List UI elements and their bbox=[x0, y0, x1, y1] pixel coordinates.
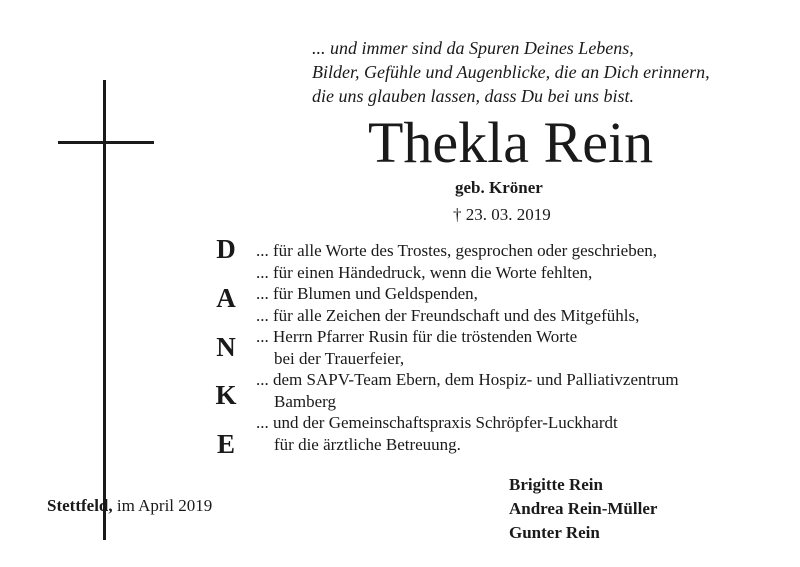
thanks-line: ... für Blumen und Geldspenden, bbox=[256, 284, 478, 303]
quote-block bbox=[312, 36, 710, 108]
place-date bbox=[47, 496, 212, 516]
thanks-line: ... für alle Worte des Trostes, gesprochen oder geschrieben, bbox=[256, 241, 658, 260]
quote-line: Bilder, Gefühle und Augenblicke, die an Dich erinnern, bbox=[312, 62, 710, 82]
place-month: im April 2019 bbox=[112, 496, 213, 515]
signer-name: Andrea Rein-Müller bbox=[509, 499, 658, 518]
signer-name: Brigitte Rein bbox=[509, 475, 603, 494]
cross-horizontal-bar bbox=[58, 141, 154, 144]
quote-line: ... und immer sind da Spuren Deines Lebens, bbox=[312, 38, 634, 58]
thanks-line: ... dem SAPV-Team Ebern, dem Hospiz- und Palliativzentrum bbox=[256, 370, 679, 389]
cross-vertical-bar bbox=[103, 80, 106, 540]
maiden-name: geb. Kröner bbox=[455, 178, 543, 197]
death-date: † 23. 03. 2019 bbox=[453, 205, 551, 224]
thanks-line: ... und der Gemeinschaftspraxis Schröpfer-Luckhardt bbox=[256, 413, 618, 432]
thanks-line: bei der Trauerfeier, bbox=[274, 348, 405, 368]
thanks-line: ... für einen Händedruck, wenn die Worte fehlten, bbox=[256, 262, 593, 282]
thanks-line: ... für alle Zeichen der Freundschaft und des Mitgefühls, bbox=[256, 305, 640, 325]
danke-letter-e: E bbox=[216, 429, 235, 459]
signers-block bbox=[509, 473, 657, 545]
signer-name: Gunter Rein bbox=[509, 523, 600, 542]
danke-letter-n: N bbox=[216, 332, 236, 362]
thanks-list bbox=[256, 240, 679, 455]
deceased-name: Thekla Rein bbox=[368, 110, 654, 175]
danke-letter-a: A bbox=[216, 283, 236, 313]
danke-letter-k: K bbox=[215, 380, 237, 410]
thanks-line: Bamberg bbox=[274, 391, 337, 411]
danke-letter-d: D bbox=[216, 234, 236, 264]
place-town: Stettfeld, bbox=[47, 496, 113, 515]
quote-line: die uns glauben lassen, dass Du bei uns bist. bbox=[312, 86, 634, 106]
thanks-line: für die ärztliche Betreuung. bbox=[274, 434, 461, 454]
thanks-line: ... Herrn Pfarrer Rusin für die tröstenden Worte bbox=[256, 327, 578, 346]
